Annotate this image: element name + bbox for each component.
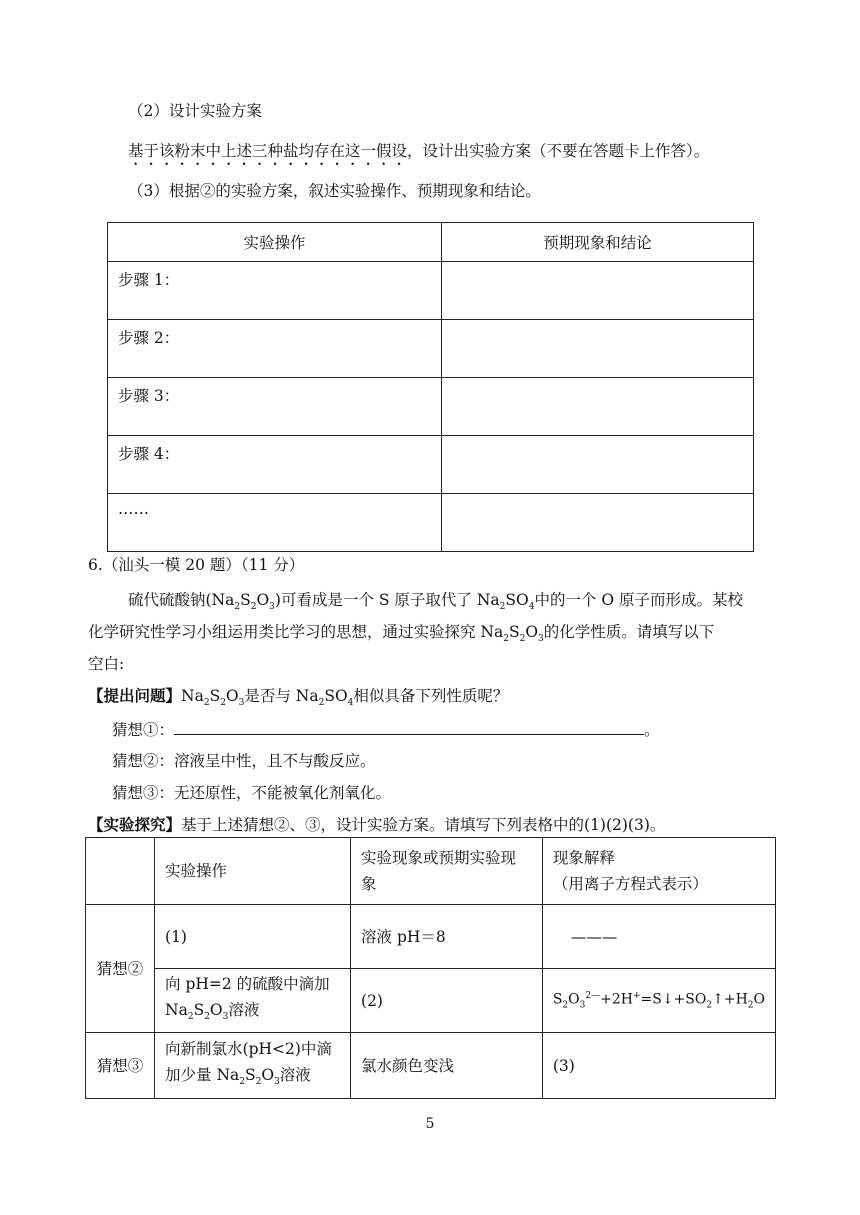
table2-corner	[86, 838, 155, 905]
q6-intro-line-3: 空白:	[88, 655, 125, 673]
guess-1-answer-blank[interactable]	[174, 718, 644, 735]
q6-title: 6.（汕头一模 20 题）（11 分）	[88, 556, 305, 574]
row1-op: (1)	[155, 905, 351, 969]
step-1-result	[442, 262, 754, 320]
step-more-result	[442, 494, 754, 552]
table2-header-op: 实验操作	[155, 838, 351, 905]
step-2-result	[442, 320, 754, 378]
table1-header-op: 实验操作	[108, 223, 442, 262]
step-4-cell: 步骤 4：	[108, 436, 442, 494]
row2-op: 向 pH=2 的硫酸中滴加 $Na_2S_2O_3$溶液	[155, 969, 351, 1033]
guess-2: 猜想②：溶液呈中性，且不与酸反应。	[112, 752, 376, 770]
step-2-cell: 步骤 2：	[108, 320, 442, 378]
row3-exp: (3)	[542, 1033, 775, 1099]
guess-3: 猜想③：无还原性，不能被氧化剂氧化。	[112, 784, 392, 802]
explore-label: 【实验探究】	[88, 815, 182, 834]
page-number: 5	[425, 1116, 435, 1132]
guess3-label: 猜想③	[86, 1033, 155, 1099]
step-3-result	[442, 378, 754, 436]
table2-header-exp: 现象解释 （用离子方程式表示）	[542, 838, 775, 905]
question-line: 【提出问题】$Na_2S_2O_3$是否与 $Na_2SO_4$相似具备下列性质呢？	[88, 686, 509, 709]
guess-1: 猜想①： 。	[112, 718, 660, 741]
steps-table	[107, 222, 754, 552]
q6-intro-line-1: 硫代硫酸钠$(Na_2S_2O_3)$可看成是一个 S 原子取代了 $Na_2SO_4$中的一个 O 原子而形成。某校	[128, 591, 744, 613]
guess2-label: 猜想②	[86, 905, 155, 1033]
row1-phen: 溶液 pH＝8	[351, 905, 543, 969]
question-label: 【提出问题】	[88, 686, 182, 705]
experiment-table	[85, 837, 776, 1099]
part3-heading: （3）根据②的实验方案，叙述实验操作、预期现象和结论。	[128, 182, 541, 200]
q6-intro-line-2: 化学研究性学习小组运用类比学习的思想，通过实验探究 $Na_2S_2O_3$的化学性质。请填写以下	[88, 623, 715, 645]
row1-exp: ———	[542, 905, 775, 969]
part2-text	[128, 140, 709, 169]
part2-rest-text: ，设计出实验方案（不要在答题卡上作答）。	[407, 142, 710, 160]
row3-phen: 氯水颜色变浅	[351, 1033, 543, 1099]
row2-exp: $S_2O_3^{2—}+2H^+=S↓+SO_2↑+H_2O$	[542, 969, 775, 1033]
step-3-cell: 步骤 3：	[108, 378, 442, 436]
table2-header-phen: 实验现象或预期实验现 象	[351, 838, 543, 905]
table1-header-result: 预期现象和结论	[442, 223, 754, 262]
step-4-result	[442, 436, 754, 494]
step-more-cell: ……	[108, 494, 442, 552]
explore-line: 【实验探究】基于上述猜想②、③，设计实验方案。请填写下列表格中的(1)(2)(3)。	[88, 815, 666, 834]
part2-heading: （2）设计实验方案	[128, 102, 262, 120]
row2-phen: (2)	[351, 969, 543, 1033]
row3-op: 向新制氯水(pH<2)中滴 加少量 $Na_2S_2O_3$溶液	[155, 1033, 351, 1099]
step-1-cell: 步骤 1：	[108, 262, 442, 320]
part2-emph-text: 基于该粉末中上述三种盐均存在这一假设	[128, 142, 408, 160]
